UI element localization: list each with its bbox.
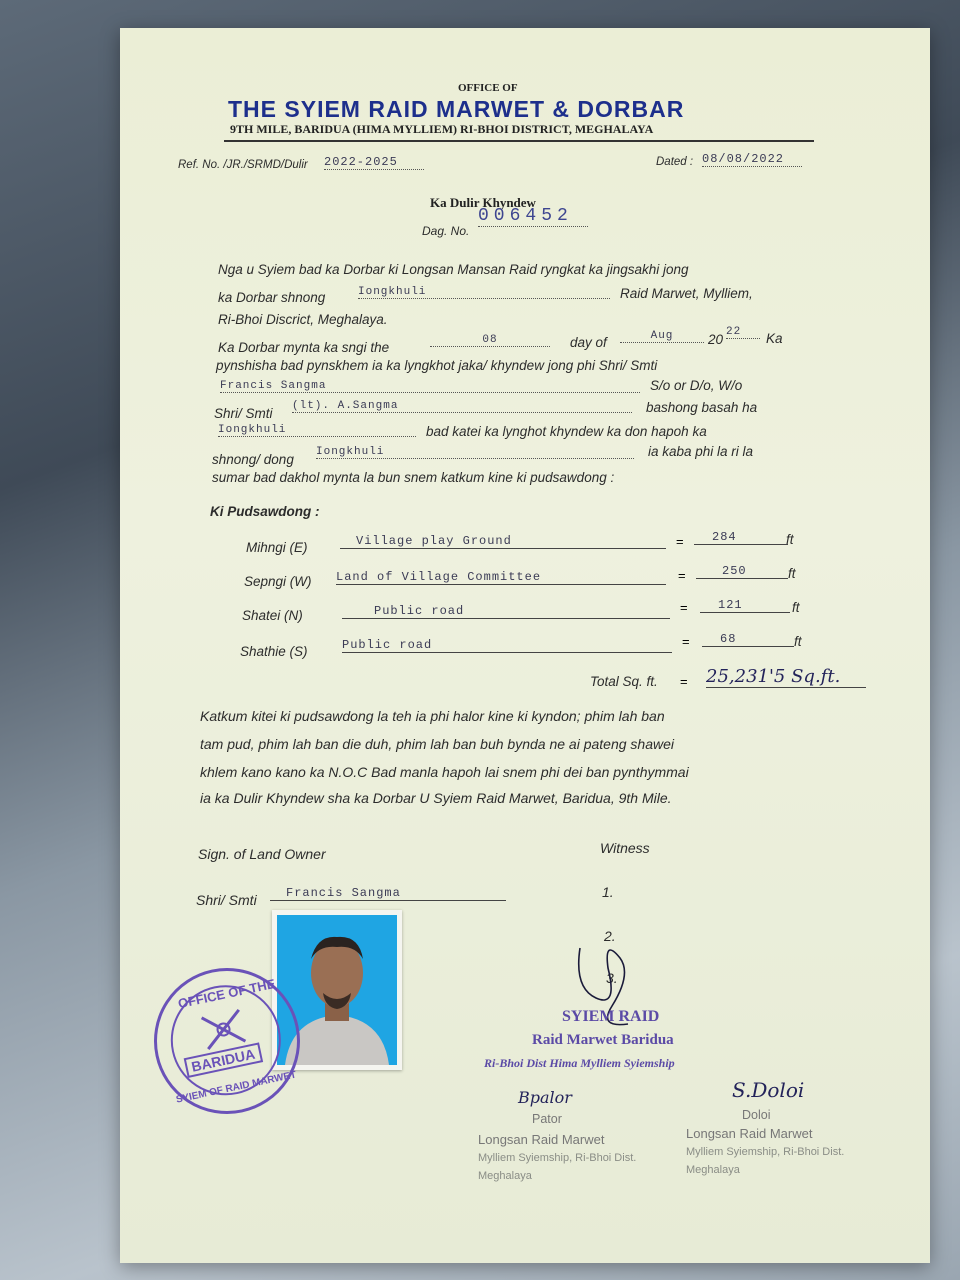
equals-sign: =	[680, 600, 688, 615]
day-value: 08	[430, 334, 550, 347]
body-bashong: bashong basah ha	[646, 400, 758, 415]
dated-value: 08/08/2022	[702, 152, 802, 167]
boundary-value: 121	[700, 598, 790, 613]
total-area-value: 25,231'5 Sq.ft.	[706, 666, 866, 688]
dag-number: 006452	[478, 206, 588, 227]
syiem-stamp-line-1: SYIEM RAID	[562, 1008, 660, 1025]
boundary-label: Mihngi (E)	[246, 540, 308, 555]
witness-label: Witness	[600, 840, 650, 856]
ref-label: Ref. No. /JR./SRMD/Dulir	[178, 159, 308, 171]
body-line-2b: Raid Marwet, Mylliem,	[620, 286, 753, 301]
boundary-value: 68	[702, 632, 794, 647]
seal-center-text: BARIDUA	[184, 1042, 263, 1077]
boundary-unit: ft	[786, 532, 794, 547]
body-line-8: sumar bad dakhol mynta la bun snem katkum kine ki pudsawdong :	[212, 470, 615, 485]
dag-label: Dag. No.	[422, 224, 470, 238]
shnong-field: Iongkhuli	[316, 446, 634, 459]
residence-field: Iongkhuli	[218, 424, 416, 437]
month-value: Aug	[620, 330, 704, 343]
boundary-desc: Land of Village Committee	[336, 570, 666, 585]
body-line-1: Nga u Syiem bad ka Dorbar ki Longsan Mansan Raid ryngkat ka jingsakhi jong	[218, 262, 689, 277]
dated-label: Dated :	[656, 156, 694, 168]
equals-sign: =	[682, 634, 690, 649]
boundary-unit: ft	[788, 566, 796, 581]
body-line-7b: ia kaba phi la ri la	[648, 444, 754, 459]
closing-line-3: khlem kano kano ka N.O.C Bad manla hapoh lai snem phi dei ban pynthymmai	[200, 764, 689, 780]
office-of-label: OFFICE OF	[458, 82, 518, 94]
pator-line-1: Longsan Raid Marwet	[478, 1132, 605, 1147]
closing-line-1: Katkum kitei ki pudsawdong la teh ia phi halor kine ki kyndon; phim lah ban	[200, 708, 665, 724]
body-line-6: bad katei ka lynghot khyndew ka don hapoh ka	[426, 424, 707, 439]
syiem-stamp-line-3: Ri-Bhoi Dist Hima Mylliem Syiemship	[484, 1056, 675, 1070]
boundary-desc: Public road	[342, 604, 670, 619]
body-line-2a: ka Dorbar shnong	[218, 290, 326, 305]
boundaries-heading: Ki Pudsawdong :	[210, 504, 320, 519]
syiem-stamp-line-2: Raid Marwet Baridua	[532, 1032, 674, 1048]
body-day-of: day of	[570, 335, 607, 350]
closing-line-4: ia ka Dulir Khyndew sha ka Dorbar U Syiem Raid Marwet, Baridua, 9th Mile.	[200, 790, 672, 806]
boundary-value: 250	[696, 564, 788, 579]
total-label: Total Sq. ft.	[590, 674, 658, 689]
body-line-3: Ri-Bhoi Discrict, Meghalaya.	[218, 312, 388, 327]
body-shnong-dong: shnong/ dong	[212, 452, 294, 467]
header-rule	[224, 140, 814, 142]
pator-title: Pator	[532, 1112, 562, 1126]
doloi-line-3: Meghalaya	[686, 1164, 740, 1176]
closing-line-2: tam pud, phim lah ban die duh, phim lah ban buh bynda ne ai pateng shawei	[200, 736, 675, 752]
pator-signature: Bpalor	[518, 1088, 572, 1107]
body-date-text: Ka Dorbar mynta ka sngi the	[218, 340, 390, 355]
year-suffix: 22	[726, 326, 760, 339]
father-name-field: (lt). A.Sangma	[292, 400, 632, 413]
body-ka: Ka	[766, 331, 783, 346]
boundary-label: Sepngi (W)	[244, 574, 312, 589]
body-shri-smti: Shri/ Smti	[214, 406, 273, 421]
witness-2: 2.	[604, 928, 616, 944]
boundary-label: Shathie (S)	[240, 644, 308, 659]
doloi-line-1: Longsan Raid Marwet	[686, 1126, 813, 1141]
boundary-desc: Public road	[342, 638, 672, 653]
equals-sign: =	[678, 568, 686, 583]
seal-ring-bottom: SYIEM OF RAID MARWET	[175, 1069, 298, 1106]
equals-sign: =	[676, 534, 684, 549]
ref-number: 2022-2025	[324, 155, 424, 170]
witness-3: 3.	[606, 970, 618, 986]
org-address: 9TH MILE, BARIDUA (HIMA MYLLIEM) RI-BHOI DISTRICT, MEGHALAYA	[230, 122, 654, 136]
village-name-1: Iongkhuli	[358, 286, 610, 299]
doc-title: Ka Dulir Khyndew	[430, 195, 536, 210]
seal-ring-top: OFFICE OF THE	[176, 975, 277, 1012]
body-so-do: S/o or D/o, W/o	[650, 378, 743, 393]
boundary-unit: ft	[794, 634, 802, 649]
year-prefix: 20	[708, 332, 724, 347]
boundary-value: 284	[694, 530, 788, 545]
boundary-label: Shatei (N)	[242, 608, 303, 623]
doloi-line-2: Mylliem Syiemship, Ri-Bhoi Dist.	[686, 1146, 845, 1158]
pator-line-3: Meghalaya	[478, 1170, 532, 1182]
body-line-4: pynshisha bad pynskhem ia ka lyngkhot jaka/ khyndew jong phi Shri/ Smti	[216, 358, 658, 373]
org-name-heading: THE SYIEM RAID MARWET & DORBAR	[228, 96, 685, 122]
land-owner-label: Sign. of Land Owner	[198, 846, 326, 862]
owner-name-field: Francis Sangma	[220, 380, 640, 393]
doloi-signature: S.Doloi	[732, 1078, 805, 1102]
witness-1: 1.	[602, 884, 614, 900]
owner-name-signature: Francis Sangma	[270, 886, 506, 901]
document-sheet	[120, 28, 930, 1263]
doloi-title: Doloi	[742, 1108, 771, 1122]
boundary-unit: ft	[792, 600, 800, 615]
shri-smti-label: Shri/ Smti	[196, 892, 257, 908]
pator-line-2: Mylliem Syiemship, Ri-Bhoi Dist.	[478, 1152, 637, 1164]
equals-sign: =	[680, 674, 688, 689]
boundary-desc: Village play Ground	[340, 534, 666, 549]
